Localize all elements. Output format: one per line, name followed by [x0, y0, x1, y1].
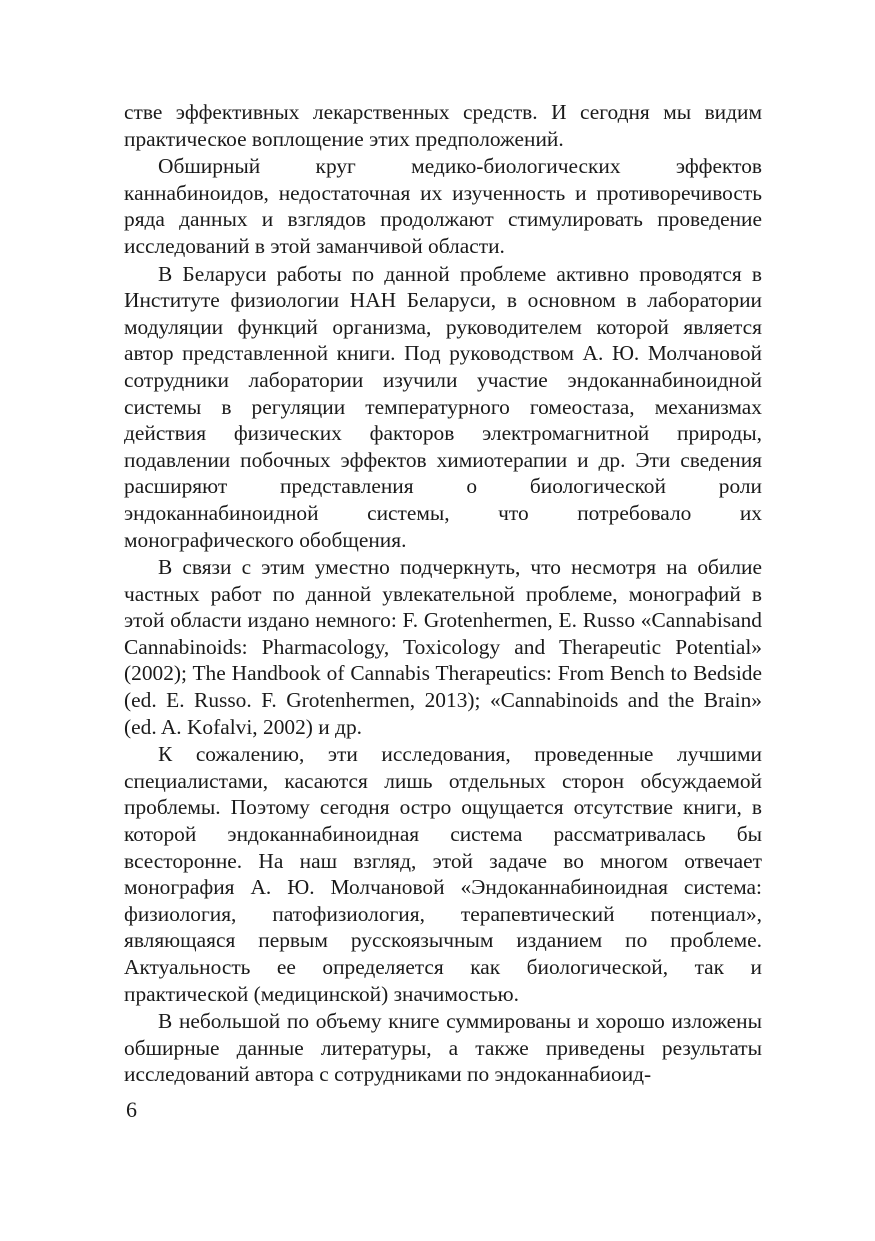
paragraph-6: В небольшой по объему книге суммированы и хорошо изложены обширные данные литературы, а также приведены результаты исследований автора с сотрудниками по эндоканнабиоид-	[124, 1009, 762, 1087]
paragraph-4: В связи с этим уместно подчеркнуть, что несмотря на обилие частных работ по данной увлекательной проблеме, монографий в этой области издано немного: F. Grotenhermen, E. Russo «Cannabisand Cannabinoids: Pharmacology, Toxicology and Therapeutic Potential» (2002); The Handbook of Cannabis Therapeutics: From Bench to Bedside (ed. E. Russo. F. Grotenhermen, 2013); «Cannabinoids and the Brain» (ed. A. Kofalvi, 2002) и др.	[124, 555, 762, 739]
paragraph-5: К сожалению, эти исследования, проведенные лучшими специалистами, касаются лишь отдельных сторон обсуждаемой проблемы. Поэтому сегодня остро ощущается отсутствие книги, в которой эндоканнабиноидная система рассматривалась бы всесторонне. На наш взгляд, этой задаче во многом отвечает монография А. Ю. Молчановой «Эндоканнабиноидная система: физиология, патофизиология, терапевтический потенциал», являющаяся первым русскоязычным изданием по проблеме. Актуальность ее определяется как биологической, так и практической (медицинской) значимостью.	[124, 742, 762, 1006]
page-body	[124, 99, 762, 1089]
page-number: 6	[126, 1097, 137, 1122]
paragraph-1: стве эффективных лекарственных средств. И сегодня мы видим практическое воплощение этих предположений.	[124, 100, 762, 151]
paragraph-3: В Беларуси работы по данной проблеме активно проводятся в Институте физиологии НАН Беларуси, в основном в лаборатории модуляции функций организма, руководителем которой является автор представленной книги. Под руководством А. Ю. Молчановой сотрудники лаборатории изучили участие эндоканнабиноидной системы в регуляции температурного гомеостаза, механизмах действия физических факторов электромагнитной природы, подавлении побочных эффектов химиотерапии и др. Эти сведения расширяют представления о биологической роли эндоканнабиноидной системы, что потребовало их монографического обобщения.	[124, 261, 762, 552]
paragraph-2: Обширный круг медико-биологических эффектов каннабиноидов, недостаточная их изученность и противоречивость ряда данных и взглядов продолжают стимулировать проведение исследований в этой заманчивой области.	[124, 154, 762, 258]
